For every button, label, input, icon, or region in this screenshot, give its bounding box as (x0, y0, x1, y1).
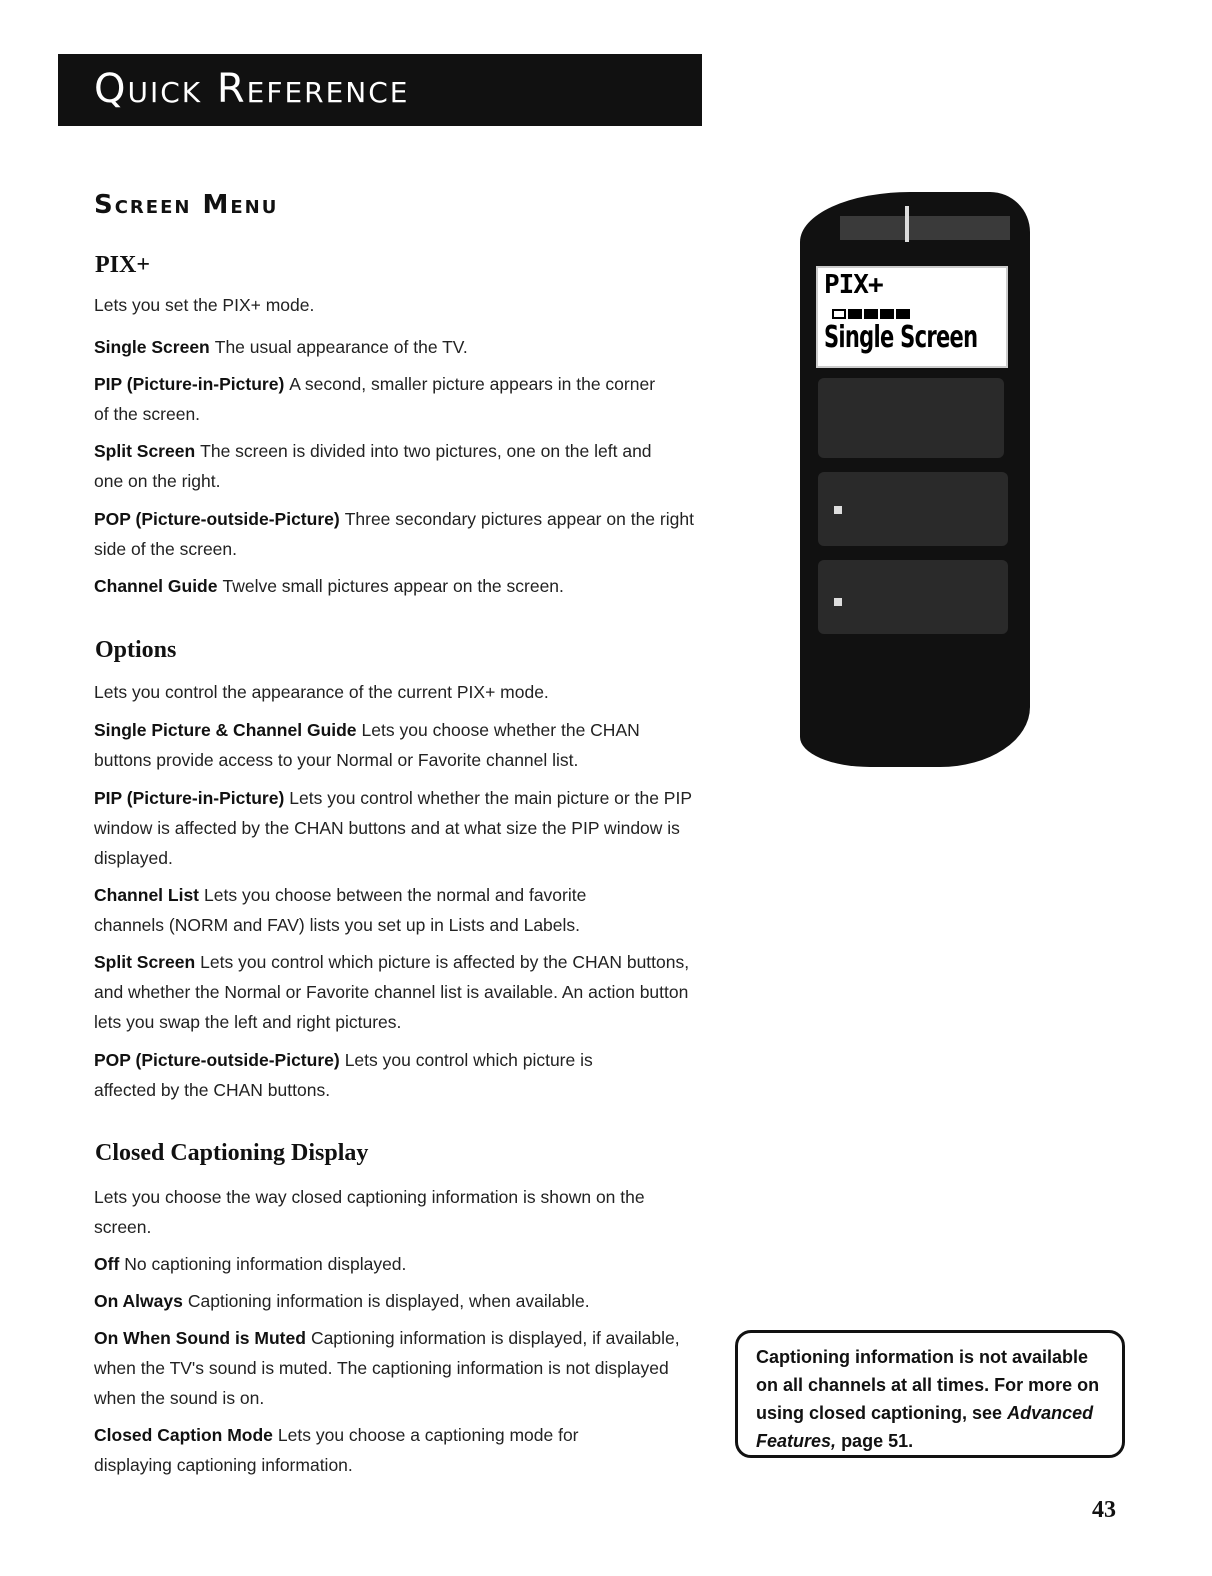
options-item (94, 783, 694, 873)
options-item (94, 947, 694, 1037)
item-term: Channel List (94, 885, 200, 905)
item-text: Lets you choose a captioning mode for displaying captioning information. (94, 1425, 579, 1475)
tv-mode-label: Single Screen (824, 320, 978, 355)
tv-cc-mode-item (818, 560, 1008, 634)
item-text: A second, smaller picture appears in the corner of the screen. (94, 374, 656, 424)
item-text: No captioning information displayed. (124, 1254, 407, 1274)
item-term: Single Screen (94, 337, 210, 357)
cc-item (94, 1420, 654, 1480)
item-term: Single Picture & Channel Guide (94, 720, 357, 740)
header-banner (58, 54, 702, 126)
page-number: 43 (1092, 1497, 1116, 1523)
item-text: Captioning information is displayed, when available. (187, 1291, 590, 1311)
tv-options-item (818, 378, 1004, 458)
pix-item (94, 571, 704, 601)
cc-heading: Closed Captioning Display (95, 1140, 369, 1166)
pix-intro: Lets you set the PIX+ mode. (94, 295, 315, 315)
tv-top-tabs (840, 216, 1010, 240)
tv-menu-screenshot (800, 192, 1030, 767)
cc-item (94, 1249, 704, 1279)
options-heading: Options (95, 637, 177, 663)
cc-intro: Lets you choose the way closed captioning information is shown on the screen. (94, 1187, 645, 1237)
tv-pix-label: PIX+ (824, 270, 883, 300)
tv-bullet (834, 598, 842, 606)
item-term: Split Screen (94, 952, 196, 972)
item-text: Three secondary pictures appear on the right side of the screen. (94, 509, 694, 559)
note-ref-page: page 51. (841, 1431, 914, 1451)
caption-note (735, 1330, 1125, 1458)
item-term: Off (94, 1254, 120, 1274)
tv-tab-divider (905, 206, 909, 242)
note-ref-title: Advanced Features, (756, 1403, 1094, 1451)
pix-item (94, 332, 704, 362)
item-text: The usual appearance of the TV. (214, 337, 468, 357)
options-item (94, 1045, 654, 1105)
pix-item (94, 369, 664, 429)
pix-item (94, 436, 684, 496)
item-term: PIP (Picture-in-Picture) (94, 788, 285, 808)
item-text: Twelve small pictures appear on the screen. (222, 576, 564, 596)
item-text: Lets you control whether the main picture or the PIP window is affected by the CHAN buttons and at what size the PIP window is displayed. (94, 788, 692, 868)
item-text: The screen is divided into two pictures, one on the left and one on the right. (94, 441, 652, 491)
pix-heading: PIX+ (95, 252, 151, 278)
section-title: Screen Menu (94, 190, 279, 220)
item-term: POP (Picture-outside-Picture) (94, 1050, 340, 1070)
banner-title: Quick Reference (94, 66, 410, 112)
cc-item (94, 1323, 694, 1413)
item-term: PIP (Picture-in-Picture) (94, 374, 285, 394)
item-text: Captioning information is displayed, if available, when the TV's sound is muted. The captioning information is not displayed when the sound is on. (94, 1328, 680, 1408)
item-text: Lets you control which picture is affected by the CHAN buttons, and whether the Normal or Favorite channel list is available. An action button lets you swap the left and right pictures. (94, 952, 690, 1032)
item-term: Split Screen (94, 441, 196, 461)
item-text: Lets you choose whether the CHAN buttons provide access to your Normal or Favorite channel list. (94, 720, 640, 770)
item-text: Lets you control which picture is affected by the CHAN buttons. (94, 1050, 593, 1100)
tv-bullet (834, 506, 842, 514)
item-term: Closed Caption Mode (94, 1425, 273, 1445)
item-term: On Always (94, 1291, 183, 1311)
tv-cc-display-item (818, 472, 1008, 546)
options-item (94, 880, 654, 940)
note-text: Captioning information is not available on all channels at all times. For more on using closed captioning, see (756, 1347, 1100, 1423)
item-term: On When Sound is Muted (94, 1328, 306, 1348)
tv-highlighted-panel (816, 266, 1008, 368)
item-term: POP (Picture-outside-Picture) (94, 509, 340, 529)
item-term: Channel Guide (94, 576, 218, 596)
pix-item (94, 504, 704, 564)
options-intro: Lets you control the appearance of the current PIX+ mode. (94, 682, 549, 702)
options-item (94, 715, 694, 775)
item-text: Lets you choose between the normal and favorite channels (NORM and FAV) lists you set up in Lists and Labels. (94, 885, 587, 935)
cc-item (94, 1286, 704, 1316)
